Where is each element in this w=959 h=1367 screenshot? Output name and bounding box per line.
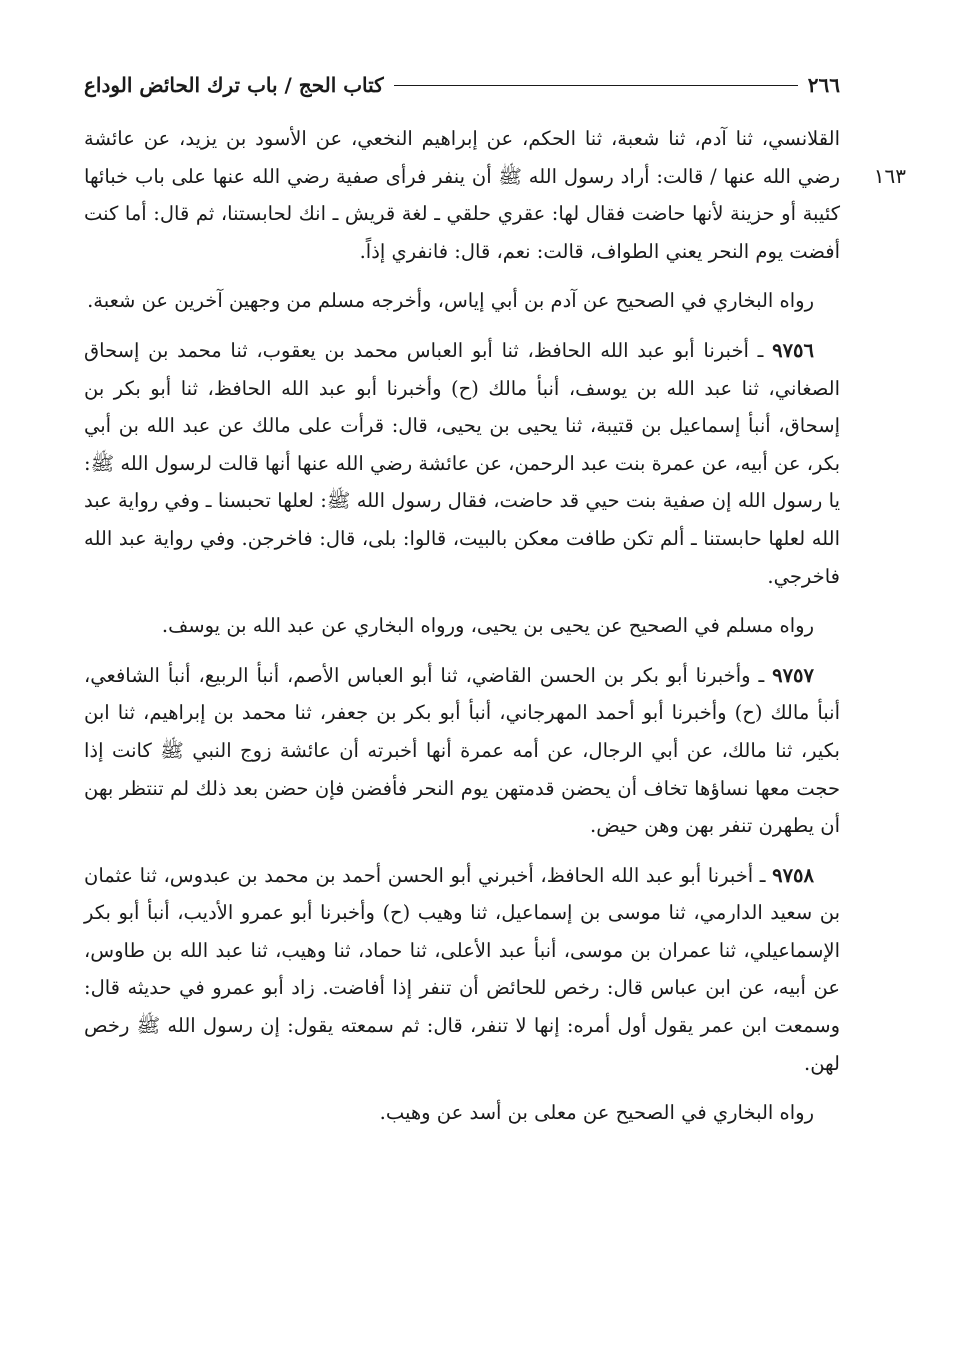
paragraph [84,607,840,645]
paragraph-text: رواه البخاري في الصحيح عن معلى بن أسد عن وهيب. [379,1101,814,1125]
page-number: ٢٦٦ [807,73,840,97]
hadith-number: ٩٧٥٨ [772,863,814,887]
paragraph-text: رواه البخاري في الصحيح عن آدم بن أبي إياس، وأخرجه مسلم من وجهين آخرين عن شعبة. [87,289,814,313]
page-header [84,62,840,108]
paragraph-text: ـ أخبرنا أبو عبد الله الحافظ، ثنا أبو العباس محمد بن يعقوب، ثنا محمد بن إسحاق الصغاني، ثنا عبد الله بن يوسف، أنبأ مالك (ح) وأخبرنا أبو عبد الله الحافظ، ثنا أبو بكر بن إسحاق، أنبأ إسماعيل بن قتيبة، ثنا يحيى بن يحيى، قال: قرأت على مالك عن عبد الله بن أبي بكر، عن أبيه، عن عمرة بنت عبد الرحمن، عن عائشة رضي الله عنها أنها قالت لرسول الله ﷺ: يا رسول الله إن صفية بنت حيي قد حاضت، فقال رسول الله ﷺ: لعلها تحبسنا ـ وفي رواية عبد الله لعلها حابستنا ـ ألم تكن طافت معكن بالبيت، قالوا: بلى، قال: فاخرجن. وفي رواية عبد الله فاخرجي. [84,338,840,588]
paragraph-text: ـ وأخبرنا أبو بكر بن الحسن القاضي، ثنا أبو العباس الأصم، أنبأ الربيع، أنبأ الشافعي، أنبأ مالك (ح) وأخبرنا أبو أحمد المهرجاني، أنبأ أبو بكر بن جعفر، ثنا محمد بن إبراهيم، ثنا ابن بكير، ثنا مالك، عن أبي الرجال، عن أمه عمرة أنها أخبرته أن عائشة زوج النبي ﷺ كانت إذا حجت معها نساؤها تخاف أن يحضن قدمتهن يوم النحر فأفضن فإن حضن بعد ذلك لم تنتظر بهن أن يطهرن تنفر بهن وهن حيض. [84,663,840,838]
header-rule [394,85,798,86]
hadith-paragraph [84,332,840,595]
hadith-number: ٩٧٥٦ [772,338,814,362]
paragraph [84,1094,840,1132]
paragraph [84,282,840,320]
hadith-paragraph [84,657,840,845]
running-title: كتاب الحج / باب ترك الحائض الوداع [84,73,384,97]
paragraph-text: رواه مسلم في الصحيح عن يحيى بن يحيى، ورواه البخاري عن عبد الله بن يوسف. [161,614,814,638]
hadith-number: ٩٧٥٧ [772,663,814,687]
hadith-paragraph [84,857,840,1083]
margin-page-reference: ١٦٣ [873,164,906,188]
paragraph-text: ـ أخبرنا أبو عبد الله الحافظ، أخبرني أبو الحسن أحمد بن محمد بن عبدوس، ثنا عثمان بن سعيد الدارمي، ثنا موسى بن إسماعيل، ثنا وهيب (ح) وأخبرنا أبو عمرو الأديب، أنبأ أبو بكر الإسماعيلي، ثنا عمران بن موسى، أنبأ عبد الأعلى، ثنا حماد، ثنا وهيب، ثنا عبد الله بن طاوس، عن أبيه، عن ابن عباس قال: رخص للحائض أن تنفر إذا أفاضت. زاد أبو عمرو في حديثه قال: وسمعت ابن عمر يقول أول أمره: إنها لا تنفر، قال: ثم سمعته يقول: إن رسول الله ﷺ رخص لهن. [84,863,840,1075]
body-text [84,120,840,1144]
paragraph-text: القلانسي، ثنا آدم، ثنا شعبة، ثنا الحكم، عن إبراهيم النخعي، عن الأسود بن يزيد، عن عائشة رضي الله عنها / قالت: أراد رسول الله ﷺ أن ينفر فرأى صفية رضي الله عنها على باب خبائها كئيبة أو حزينة لأنها حاضت فقال لها: عقري حلقي ـ لغة قريش ـ انك لحابستنا، ثم قال: أما كنت أفضت يوم النحر يعني الطواف، قالت: نعم، قال: فانفري إذاً. [84,127,840,263]
paragraph [84,120,840,270]
